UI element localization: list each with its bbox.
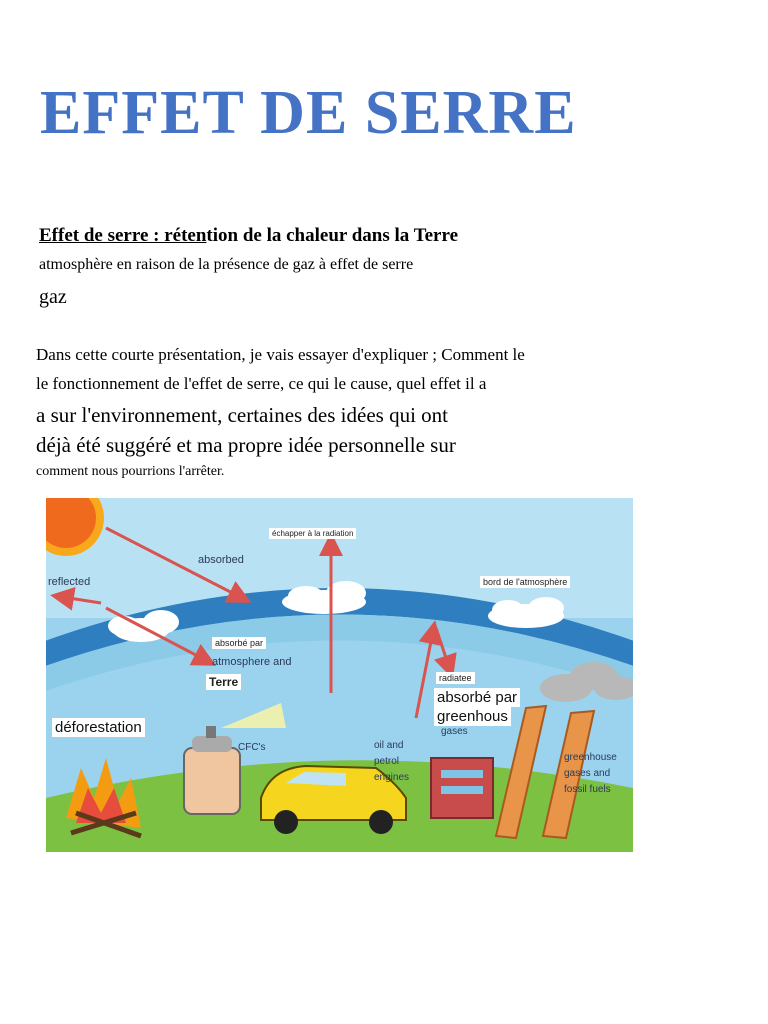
paragraph-line-1: Dans cette courte présentation, je vais essayer d'expliquer ; Comment le [36,345,525,364]
label-radiated: radiatee [436,672,475,684]
paragraph-line-3: a sur l'environnement, certaines des idées qui ont [36,403,448,427]
label-absorbed-by: absorbé par [212,637,266,649]
label-escape-radiation: échapper à la radiation [269,528,356,539]
definition-line-3: gaz [39,286,67,308]
label-absorbed: absorbed [198,554,244,566]
greenhouse-illustration [46,498,633,852]
label-greenhouse: greenhous [434,707,511,726]
label-absorbed-greenhouse: absorbé par [434,688,520,707]
definition-heading-rest: tion de la chaleur dans la Terre [206,225,459,246]
definition-heading-underlined: Effet de serre : réten [39,225,207,246]
page-title: EFFET DE SERRE [40,79,577,147]
definition-line-2: atmosphère en raison de la présence de gaz à effet de serre [39,256,414,273]
paragraph-line-2: le fonctionnement de l'effet de serre, ce qui le cause, quel effet il a [36,374,487,393]
factory-building [431,758,493,818]
label-reflected: reflected [48,576,91,588]
label-atmosphere-edge: bord de l'atmosphère [480,576,570,588]
label-gh-1: greenhouse [564,752,617,763]
definition-heading [39,225,458,247]
label-gh-3: fossil fuels [564,784,611,795]
label-gh-2: gases and [564,768,611,779]
label-gases: gases [441,726,468,737]
paragraph-line-5: comment nous pourrions l'arrêter. [36,464,225,479]
label-engines: engines [374,772,410,783]
label-petrol: petrol [374,756,400,767]
label-deforestation: déforestation [52,718,145,737]
label-oil: oil and [374,740,404,751]
label-earth: Terre [206,674,241,690]
label-atmosphere-and: atmosphere and [212,656,292,668]
paragraph-line-4: déjà été suggéré et ma propre idée personnelle sur [36,433,456,457]
label-cfcs: CFC's [238,742,266,753]
greenhouse-diagram [46,498,633,852]
